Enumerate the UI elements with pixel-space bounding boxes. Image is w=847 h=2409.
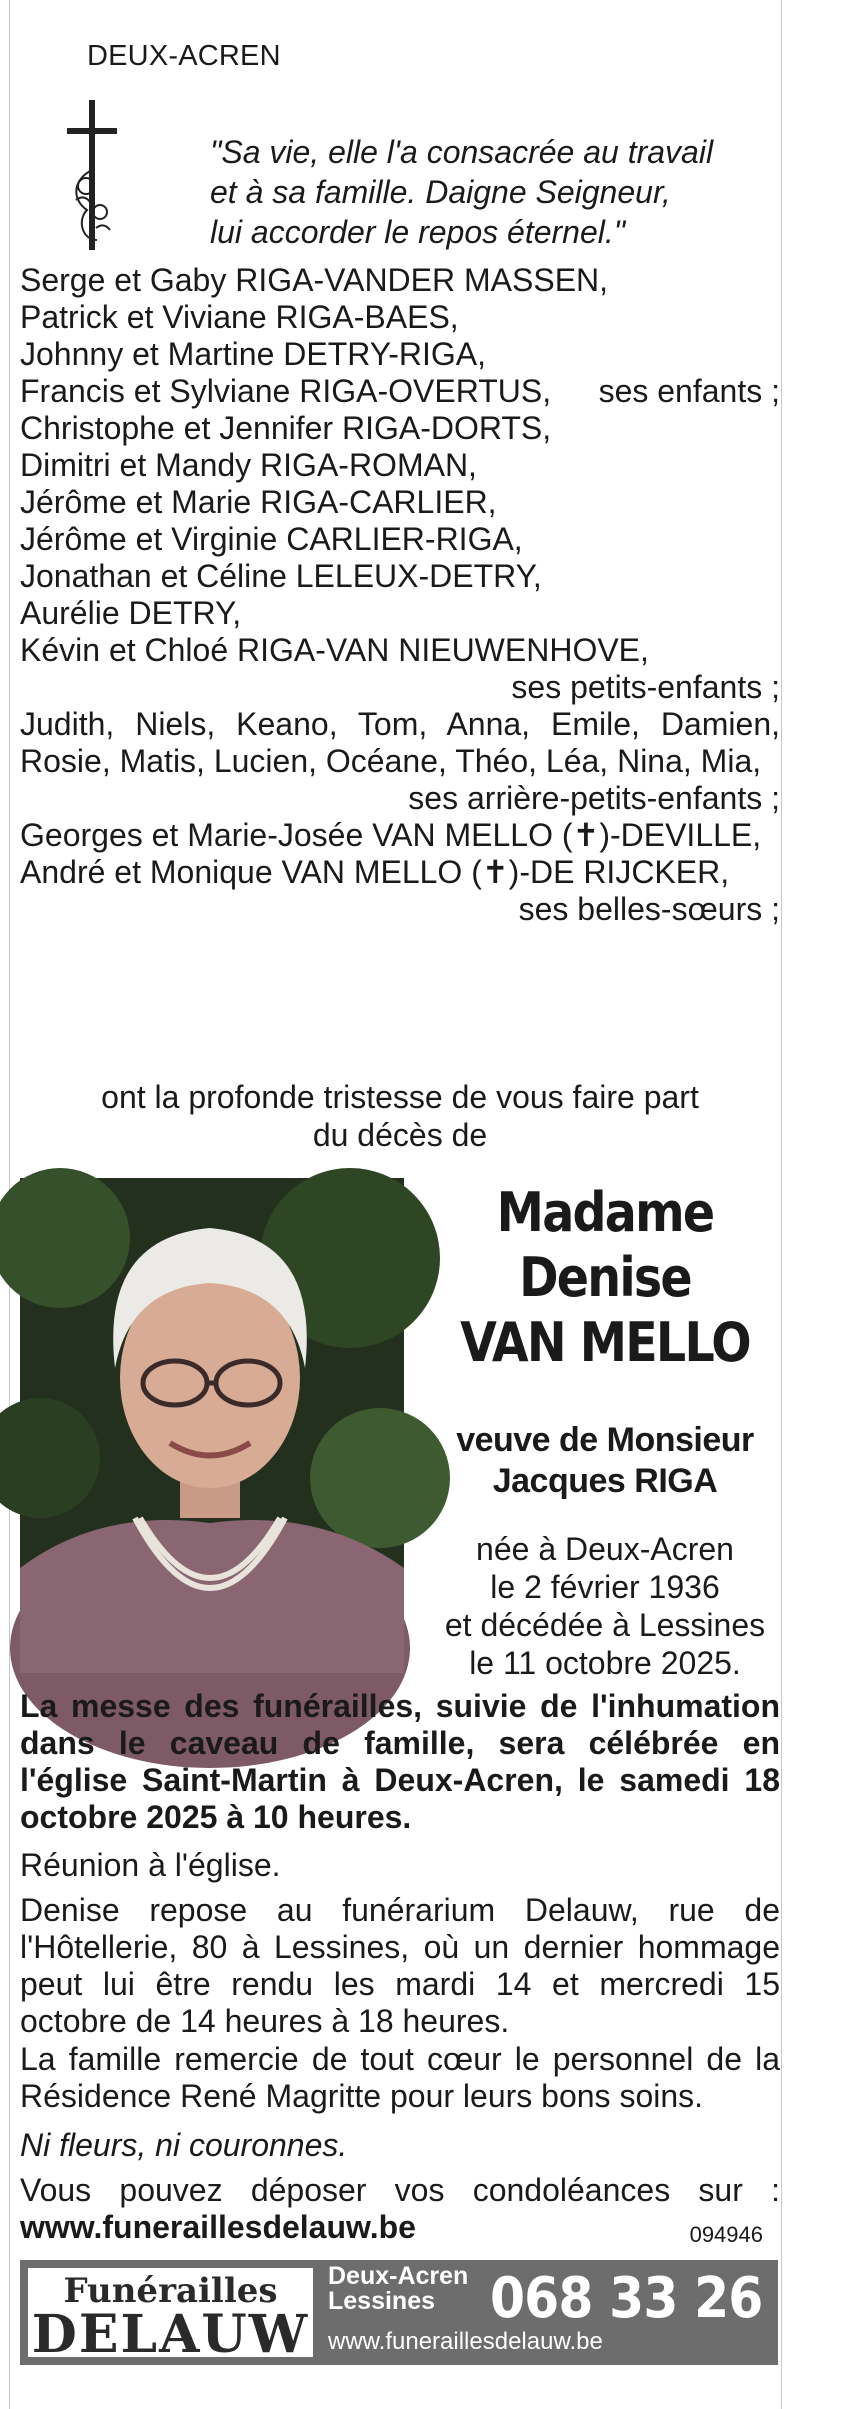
list-item: Jérôme et Virginie CARLIER-RIGA, [20, 521, 523, 557]
funeral-home-banner [20, 2260, 847, 2365]
list-item: Johnny et Martine DETRY-RIGA, [20, 336, 486, 372]
thanks-note: La famille remercie de tout cœur le personnel de la Résidence René Magritte pour leurs bons soins. [20, 2041, 780, 2114]
list-item: Kévin et Chloé RIGA-VAN NIEUWENHOVE, [20, 632, 649, 668]
list-item: Christophe et Jennifer RIGA-DORTS, [20, 410, 552, 446]
list-item: Judith, Niels, Keano, Tom, Anna, Emile, Damien, [20, 706, 780, 742]
flowers-note: Ni fleurs, ni couronnes. [20, 2127, 348, 2163]
reunion-note: Réunion à l'église. [20, 1847, 281, 1883]
children-list [20, 262, 780, 928]
reference-number: 094946 [689, 2222, 763, 2247]
list-item: Patrick et Viviane RIGA-BAES, [20, 299, 459, 335]
list-item: Jérôme et Marie RIGA-CARLIER, [20, 484, 497, 520]
children-label: ses enfants ; [598, 373, 780, 409]
obituary-notice [9, 0, 847, 2409]
list-item: Rosie, Matis, Lucien, Océane, Théo, Léa, Nina, Mia, [20, 743, 762, 779]
announcement-intro: ont la profonde tristesse de vous faire part du décès de [101, 1079, 699, 1153]
funeral-mass-details: La messe des funérailles, suivie de l'inhumation dans le caveau de famille, sera célébrée en l'église Saint-Martin à Deux-Acren, le samedi 18 octobre 2025 à 10 heures. [20, 1688, 780, 1835]
in-laws-label: ses belles-sœurs ; [518, 891, 780, 927]
list-item-row [20, 373, 780, 410]
widow-of: veuve de Monsieur Jacques RIGA [456, 1421, 754, 1500]
website-link[interactable]: www.funeraillesdelauw.be [20, 2209, 416, 2245]
cross-with-rose-icon [62, 100, 122, 250]
deceased-name: Madame Denise VAN MELLO [460, 1181, 750, 1374]
place-heading: DEUX-ACREN [87, 40, 281, 72]
portrait-photo [20, 1178, 404, 1673]
list-item: Georges et Marie-Josée VAN MELLO (✝)-DEVILLE, [20, 817, 762, 853]
birth-death-details: née à Deux-Acren le 2 février 1936 et décédée à Lessines le 11 octobre 2025. [444, 1531, 766, 1681]
list-item: André et Monique VAN MELLO (✝)-DE RIJCKER, [20, 854, 730, 890]
list-item: Serge et Gaby RIGA-VANDER MASSEN, [20, 262, 609, 298]
funeral-home-phone[interactable]: 068 33 26 30 [490, 2266, 847, 2331]
great-grandchildren-label: ses arrière-petits-enfants ; [408, 780, 780, 816]
funeral-home-towns: Deux-Acren Lessines [328, 2262, 469, 2315]
viewing-details: Denise repose au funérarium Delauw, rue de l'Hôtellerie, 80 à Lessines, où un dernier hommage peut lui être rendu les mardi 14 et mercredi 15 octobre de 14 heures à 18 heures. [20, 1892, 780, 2039]
epitaph-quote: "Sa vie, elle l'a consacrée au travail et à sa famille. Daigne Seigneur, lui accorder le repos éternel." [210, 134, 714, 250]
list-item: Aurélie DETRY, [20, 595, 242, 631]
list-item: Francis et Sylviane RIGA-OVERTUS, [20, 373, 552, 409]
grandchildren-label: ses petits-enfants ; [511, 669, 780, 705]
funeral-home-website[interactable]: www.funeraillesdelauw.be [328, 2328, 603, 2355]
list-item: Jonathan et Céline LELEUX-DETRY, [20, 558, 542, 594]
condolences-note: Vous pouvez déposer vos condoléances sur : [20, 2172, 780, 2208]
list-item: Dimitri et Mandy RIGA-ROMAN, [20, 447, 477, 483]
funeral-home-logo: Funérailles DELAUW [28, 2268, 313, 2357]
